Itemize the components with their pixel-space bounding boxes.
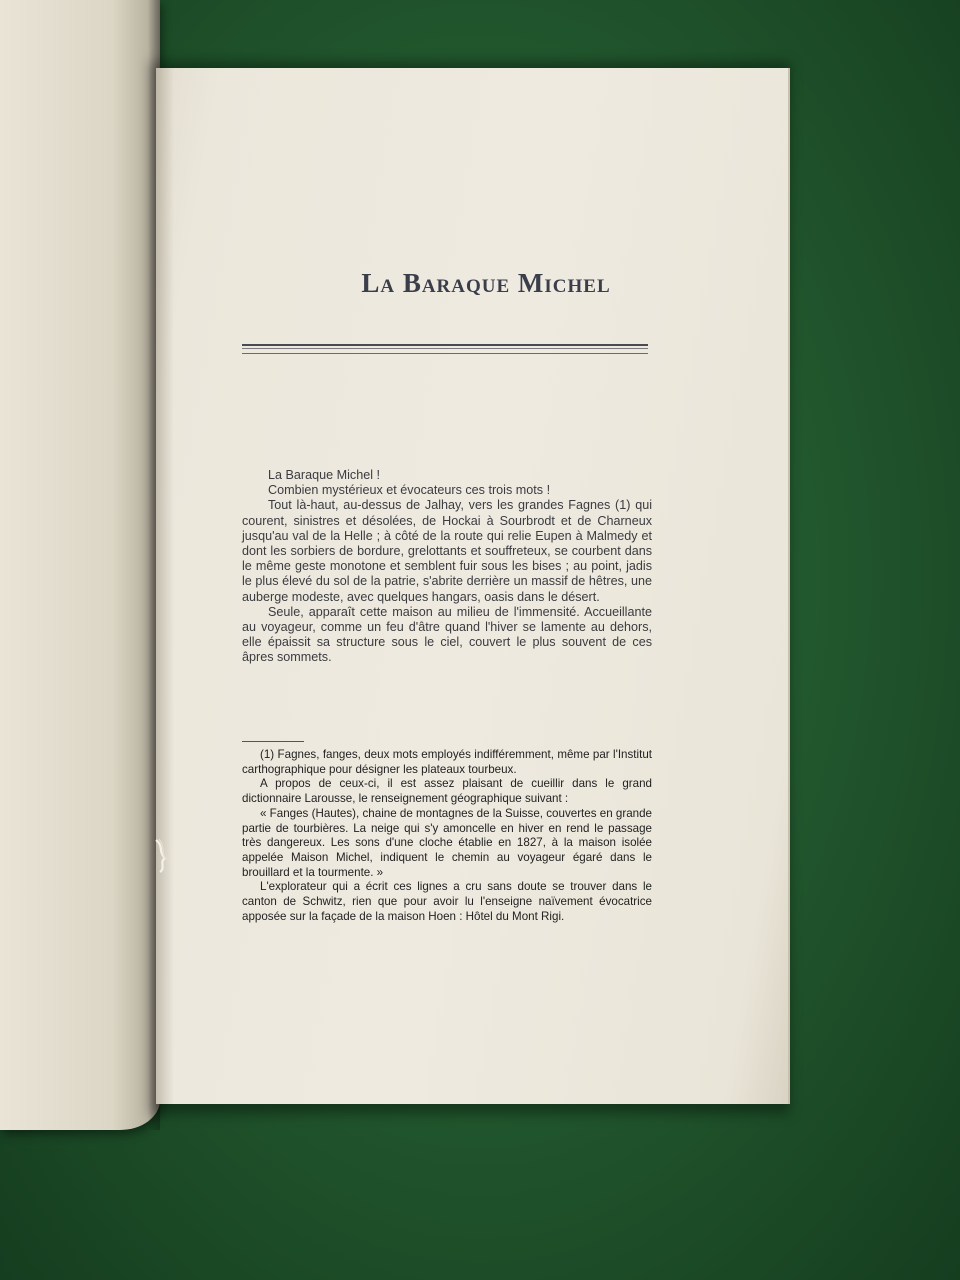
- body-text: [242, 468, 652, 666]
- paragraph: Seule, apparaît cette maison au milieu de l'immensité. Accueillante au voyageur, comme un feu d'âtre quand l'hiver se lamente au dehors, elle épaissit sa structure sous le ciel, couvert le plus souvent de ces âpres sommets.: [242, 604, 652, 665]
- paragraph: La Baraque Michel !: [268, 468, 381, 482]
- title-rule: [242, 344, 648, 354]
- footnotes: [242, 748, 652, 924]
- paragraph: Tout là-haut, au-dessus de Jalhay, vers les grandes Fagnes (1) qui courent, sinistres et désolées, de Hockai à Sourbrodt et de Charneux jusqu'au val de la Helle ; à côté de la route qui relie Eupen à Malmedy et dont les sorbiers de bordure, grelottants et souffreteux, se courbent dans le même geste monotone et semblent fuir sous les bises ; au point, jadis le plus élevé du sol de la patrie, s'abrite derrière un massif de hêtres, une auberge modeste, avec quelques hangars, oasis dans le désert.: [242, 498, 652, 604]
- book-page: [156, 68, 790, 1104]
- binding-thread: [154, 838, 168, 874]
- footnote: L'explorateur qui a écrit ces lignes a cru sans doute se trouver dans le canton de Schwitz, rien que pour avoir lu l'enseigne naïvement évocatrice apposée sur la façade de la maison Hoen : Hôtel du Mont Rigi.: [242, 880, 652, 923]
- footnote: (1) Fagnes, fanges, deux mots employés indifféremment, même par l'Institut carthographique pour désigner les plateaux tourbeux.: [242, 748, 652, 776]
- left-page: [0, 0, 160, 1130]
- footnote: A propos de ceux-ci, il est assez plaisant de cueillir dans le grand dictionnaire Larousse, le renseignement géographique suivant :: [242, 777, 652, 806]
- paragraph: Combien mystérieux et évocateurs ces trois mots !: [268, 483, 551, 498]
- footnote-divider: [242, 741, 304, 742]
- page-title: La Baraque Michel: [361, 268, 611, 298]
- footnote: « Fanges (Hautes), chaine de montagnes de la Suisse, couvertes en grande partie de tourbières. La neige qui s'y amoncelle en hiver en rend le passage très dangereux. Les sons d'une cloche établie en 1827, à la maison isolée appelée Maison Michel, indiquent le chemin au voyageur égaré dans le brouillard et la tourmente. »: [242, 806, 652, 879]
